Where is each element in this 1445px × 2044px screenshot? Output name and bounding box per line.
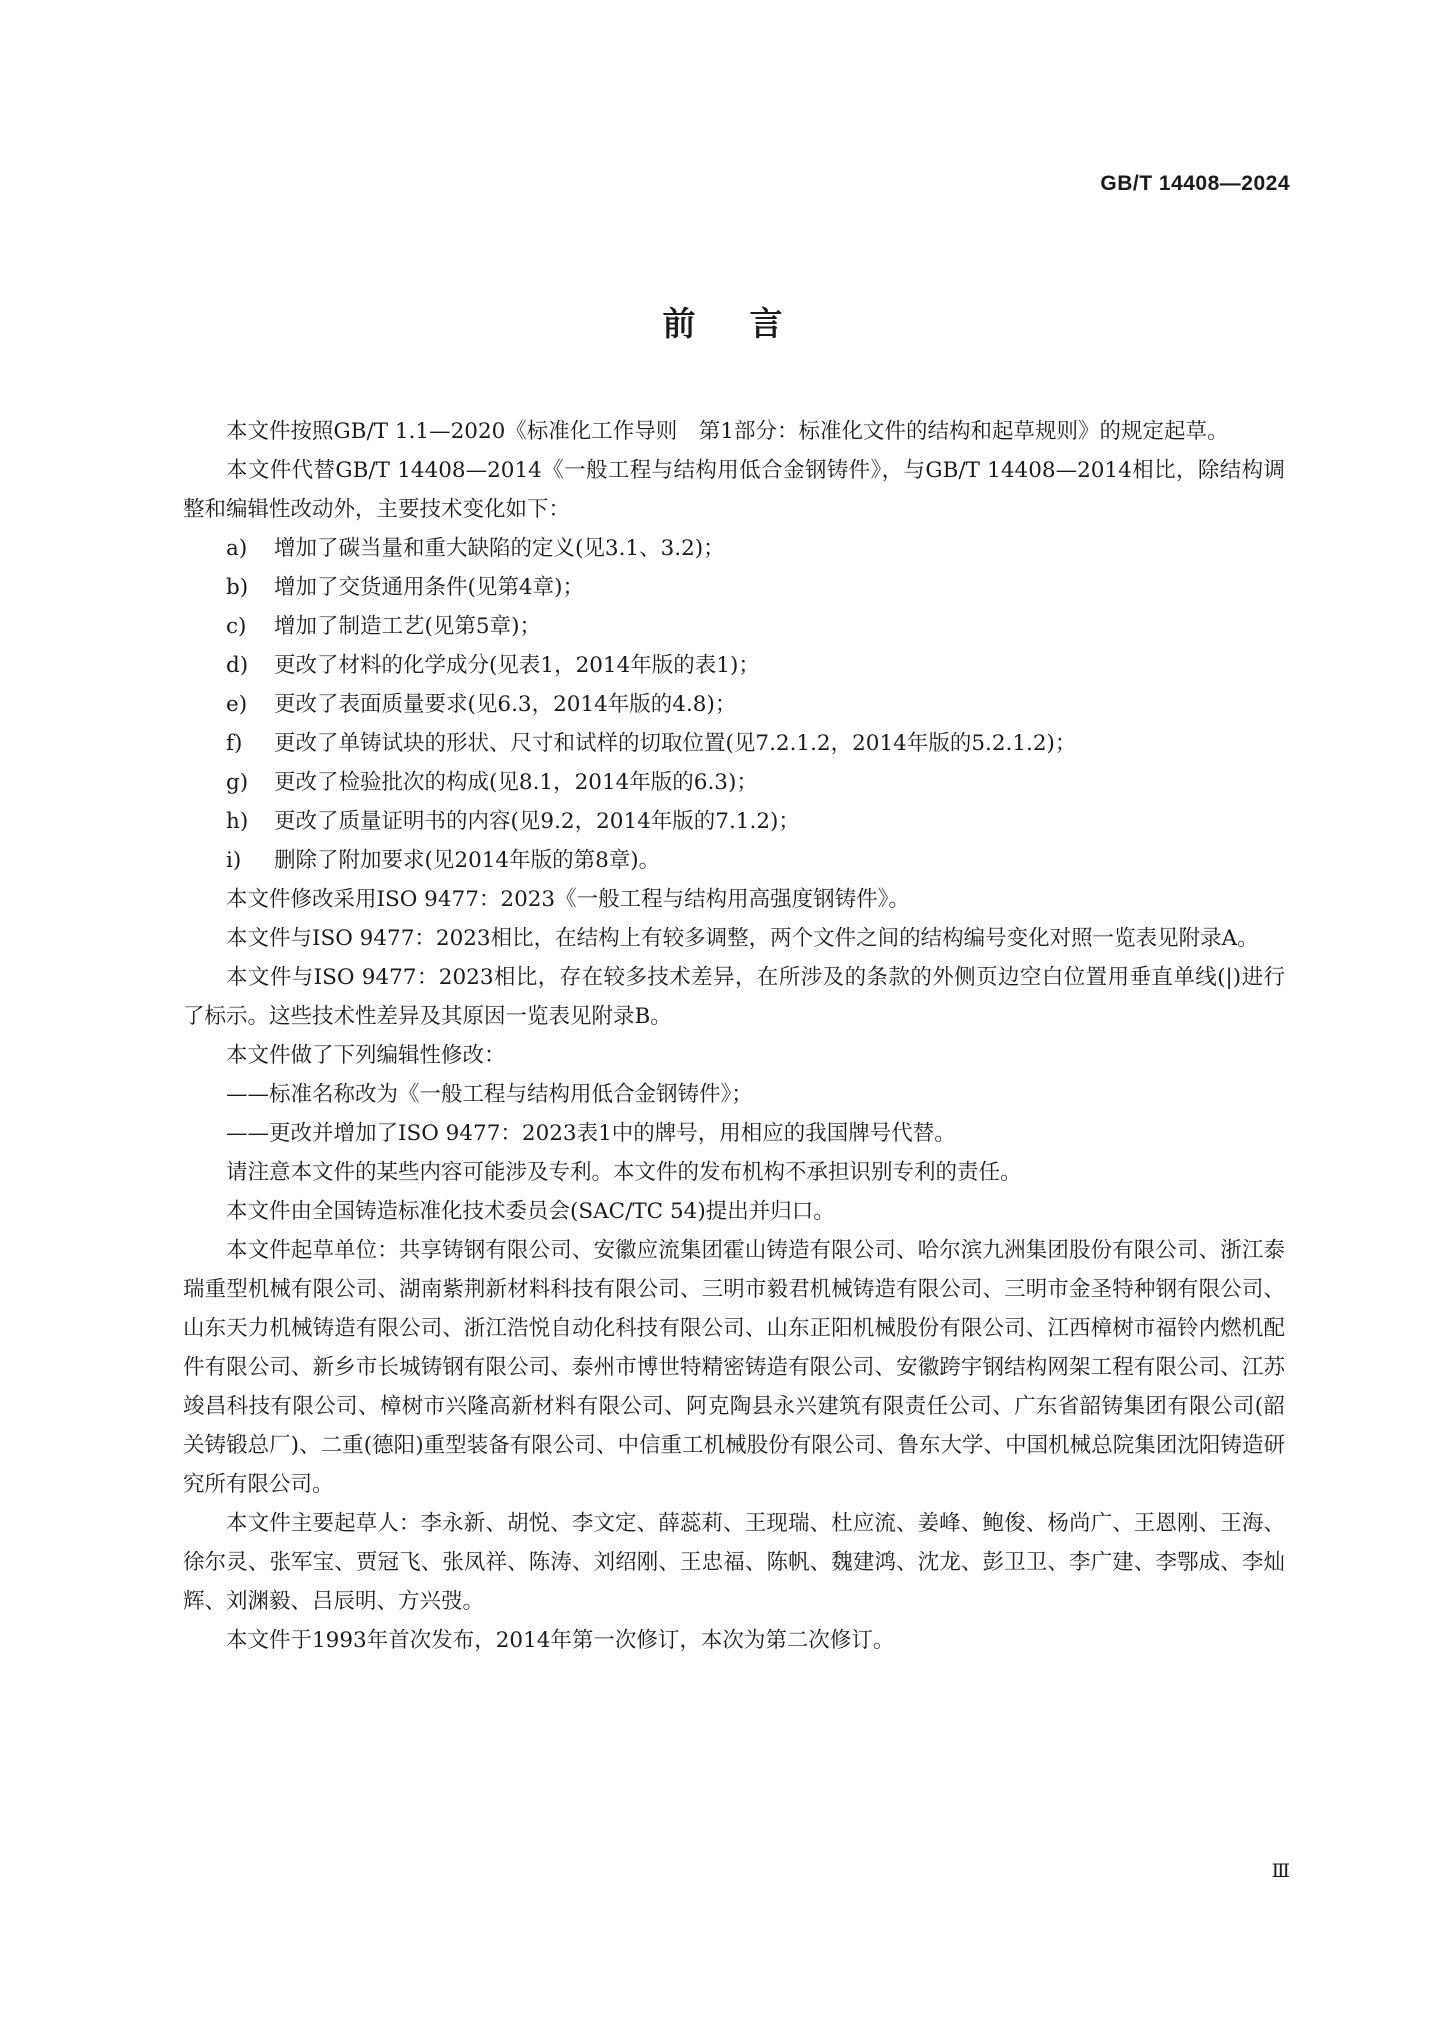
list-item — [183, 607, 1285, 646]
list-item — [183, 763, 1285, 802]
paragraph-patent-notice: 请注意本文件的某些内容可能涉及专利。本文件的发布机构不承担识别专利的责任。 — [226, 1160, 1022, 1185]
list-item-label: e) — [226, 692, 248, 717]
list-item-label: i) — [226, 848, 242, 873]
list-item-label: g) — [226, 770, 249, 795]
list-item — [183, 724, 1285, 763]
list-item-text: 更改了质量证明书的内容(见9.2，2014年版的7.1.2)； — [274, 809, 800, 834]
paragraph-history: 本文件于1993年首次发布，2014年第一次修订，本次为第二次修订。 — [226, 1628, 895, 1653]
list-item — [183, 646, 1285, 685]
list-item-label: a) — [226, 536, 248, 561]
technical-changes-list — [183, 529, 1285, 880]
paragraph-replaces: 本文件代替GB/T 14408—2014《一般工程与结构用低合金钢铸件》，与GB/T 14408—2014相比，除结构调整和编辑性改动外，主要技术变化如下： — [183, 458, 1285, 522]
list-item — [183, 685, 1285, 724]
paragraph-structure-diff: 本文件与ISO 9477：2023相比，在结构上有较多调整，两个文件之间的结构编号变化对照一览表见附录A。 — [226, 926, 1259, 951]
list-item-label: d) — [226, 653, 249, 678]
list-item: ——更改并增加了ISO 9477：2023表1中的牌号，用相应的我国牌号代替。 — [226, 1121, 956, 1146]
paragraph-drafting-units: 本文件起草单位：共享铸钢有限公司、安徽应流集团霍山铸造有限公司、哈尔滨九洲集团股份有限公司、浙江泰瑞重型机械有限公司、湖南紫荆新材料科技有限公司、三明市毅君机械铸造有限公司、三明市金圣特种钢有限公司、山东天力机械铸造有限公司、浙江浩悦自动化科技有限公司、山东正阳机械股份有限公司、江西樟树市福铃内燃机配件有限公司、新乡市长城铸钢有限公司、泰州市博世特精密铸造有限公司、安徽跨宇钢结构网架工程有限公司、江苏竣昌科技有限公司、樟树市兴隆高新材料有限公司、阿克陶县永兴建筑有限责任公司、广东省韶铸集团有限公司(韶关铸锻总厂)、二重(德阳)重型装备有限公司、中信重工机械股份有限公司、鲁东大学、中国机械总院集团沈阳铸造研究所有限公司。 — [183, 1238, 1285, 1497]
list-item-label: h) — [226, 809, 249, 834]
list-item-label: c) — [226, 614, 247, 639]
list-item-text: 更改了单铸试块的形状、尺寸和试样的切取位置(见7.2.1.2，2014年版的5.2.1.2)； — [274, 731, 1077, 756]
list-item-text: 增加了碳当量和重大缺陷的定义(见3.1、3.2)； — [274, 536, 725, 561]
list-item — [183, 802, 1285, 841]
paragraph-adoption: 本文件修改采用ISO 9477：2023《一般工程与结构用高强度钢铸件》。 — [226, 887, 910, 912]
preface-body — [183, 412, 1285, 1660]
standard-number: GB/T 14408—2024 — [1100, 172, 1290, 195]
paragraph-drafting-rules: 本文件按照GB/T 1.1—2020《标准化工作导则 第1部分：标准化文件的结构和起草规则》的规定起草。 — [226, 419, 1229, 444]
paragraph-committee: 本文件由全国铸造标准化技术委员会(SAC/TC 54)提出并归口。 — [226, 1199, 835, 1224]
paragraph-editorial-intro: 本文件做了下列编辑性修改： — [226, 1043, 506, 1068]
list-item — [183, 529, 1285, 568]
list-item-text: 增加了制造工艺(见第5章)； — [274, 614, 541, 639]
list-item-text: 更改了材料的化学成分(见表1，2014年版的表1)； — [274, 653, 760, 678]
list-item — [183, 841, 1285, 880]
page-number: Ⅲ — [1271, 1860, 1290, 1882]
list-item-label: b) — [226, 575, 249, 600]
list-item-text: 增加了交货通用条件(见第4章)； — [274, 575, 584, 600]
list-item — [183, 568, 1285, 607]
list-item: ——标准名称改为《一般工程与结构用低合金钢铸件》； — [226, 1082, 753, 1107]
list-item-text: 更改了检验批次的构成(见8.1，2014年版的6.3)； — [274, 770, 758, 795]
page-title: 前言 — [662, 304, 837, 343]
paragraph-drafters: 本文件主要起草人：李永新、胡悦、李文定、薛蕊莉、王现瑞、杜应流、姜峰、鲍俊、杨尚广、王恩刚、王海、徐尔灵、张军宝、贾冠飞、张凤祥、陈涛、刘绍刚、王忠福、陈帆、魏建鸿、沈龙、彭卫卫、李广建、李鄂成、李灿辉、刘渊毅、吕辰明、方兴弢。 — [183, 1511, 1285, 1614]
list-item-text: 删除了附加要求(见2014年版的第8章)。 — [274, 848, 661, 873]
list-item-text: 更改了表面质量要求(见6.3，2014年版的4.8)； — [274, 692, 737, 717]
list-item-label: f) — [226, 731, 243, 756]
paragraph-technical-diff: 本文件与ISO 9477：2023相比，存在较多技术差异，在所涉及的条款的外侧页边空白位置用垂直单线(|)进行了标示。这些技术性差异及其原因一览表见附录B。 — [183, 965, 1285, 1029]
editorial-changes-list — [183, 1075, 1285, 1153]
